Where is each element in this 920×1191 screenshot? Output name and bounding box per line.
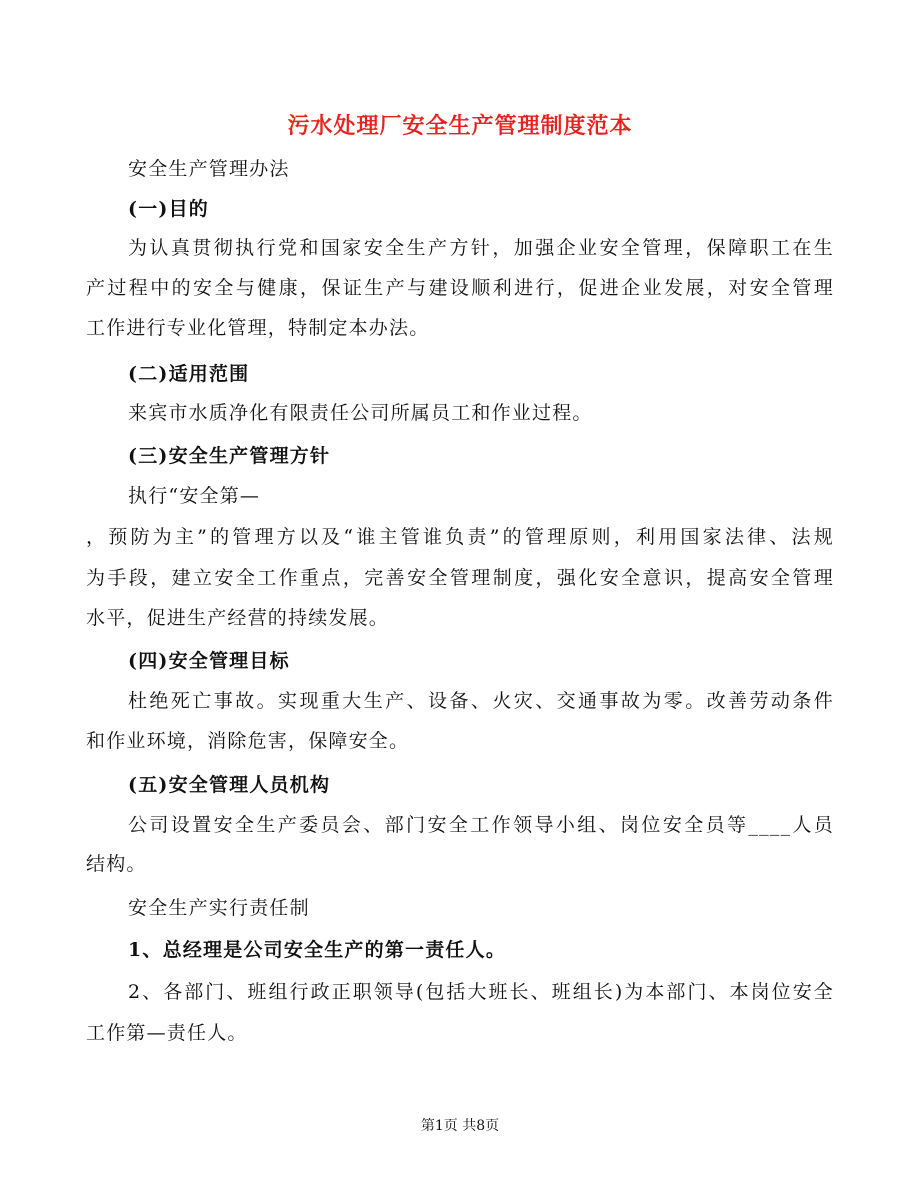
section-heading: 安全生产实行责任制 xyxy=(128,897,310,919)
paragraph-line: 工作第—责任人。 xyxy=(86,1022,248,1044)
subsection-heading-policy: (三)安全生产管理方针 xyxy=(128,445,331,467)
paragraph-line: 和作业环境，消除危害，保障安全。 xyxy=(86,730,410,752)
subsection-heading-goals: (四)安全管理目标 xyxy=(128,650,290,672)
section-heading: 安全生产管理办法 xyxy=(128,158,290,180)
paragraph-line: 水平，促进生产经营的持续发展。 xyxy=(86,607,390,629)
paragraph-line: 结构。 xyxy=(86,853,147,875)
paragraph-line: 为手段，建立安全工作重点，完善安全管理制度，强化安全意识，提高安全管理 xyxy=(86,567,834,589)
responsibility-item-1: 1、总经理是公司安全生产的第一责任人。 xyxy=(128,939,507,961)
responsibility-item-2: 2、各部门、班组行政正职领导(包括大班长、班组长)为本部门、本岗位安全 xyxy=(128,981,834,1003)
paragraph-line: 为认真贯彻执行党和国家安全生产方针，加强企业安全管理，保障职工在生 xyxy=(128,237,834,259)
document-title: 污水处理厂安全生产管理制度范本 xyxy=(287,113,633,139)
paragraph-line: 来宾市水质净化有限责任公司所属员工和作业过程。 xyxy=(128,402,593,424)
page-footer: 第1页 共8页 xyxy=(420,1118,500,1134)
paragraph-line: ，预防为主”的管理方以及“谁主管谁负责”的管理原则，利用国家法律、法规 xyxy=(86,526,834,548)
paragraph-line: 公司设置安全生产委员会、部门安全工作领导小组、岗位安全员等____人员 xyxy=(128,814,834,836)
paragraph-line: 执行“安全第— xyxy=(128,485,261,507)
subsection-heading-organization: (五)安全管理人员机构 xyxy=(128,774,331,796)
paragraph-line: 工作进行专业化管理，特制定本办法。 xyxy=(86,317,430,339)
paragraph-line: 产过程中的安全与健康，保证生产与建设顺利进行，促进企业发展，对安全管理 xyxy=(86,277,834,299)
paragraph-line: 杜绝死亡事故。实现重大生产、设备、火灾、交通事故为零。改善劳动条件 xyxy=(128,690,834,712)
subsection-heading-purpose: (一)目的 xyxy=(128,198,209,220)
subsection-heading-scope: (二)适用范围 xyxy=(128,363,250,385)
